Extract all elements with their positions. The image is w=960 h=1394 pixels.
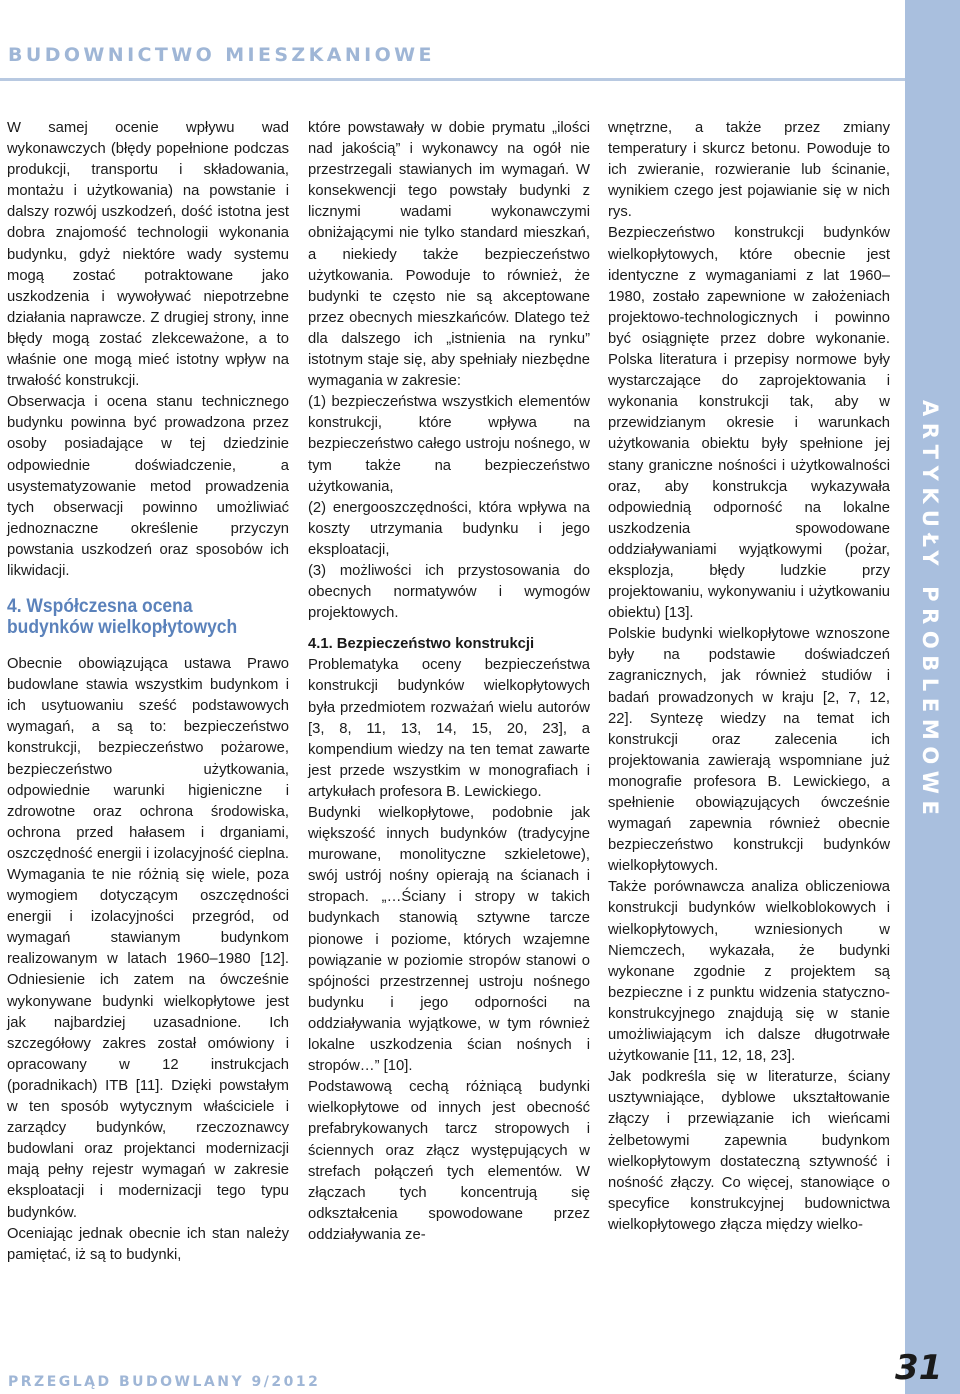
paragraph: W samej ocenie wpływu wad wykonawczych (błędy popełnione podczas produkcji, transportu i składowania, montażu i użytkowania) na powstanie i dalszy rozwój uszkodzeń, dość istotna jest dobra znajomość technologii wykonania budynku, gdyż niektóre wady systemu mogą zostać potraktowane jako uszkodzenia i wywoływać niepotrzebne działania naprawcze. Z drugiej strony, inne błędy mogą zostać zlekceważone, a to właśnie one mogą mieć istotny wpływ na trwałość konstrukcji. <box>7 120 289 390</box>
paragraph: Jak podkreśla się w literaturze, ściany usztywniające, dyblowe ukształtowanie złączy i przewiązanie ich wieńcami żelbetowymi zapewnia budynkom wielkopłytowym dostateczną sztywność i nośność złączy. Co więcej, stanowiące o specyfice konstrukcyjnej budownictwa wielkopłytowego złącza między wielko- <box>608 1069 890 1233</box>
paragraph: Polskie budynki wielkopłytowe wznoszone były na podstawie doświadczeń zagranicznych, jak również studiów i badań prowadzonych w kraju [2, 7, 12, 22]. Syntezę wiedzy na temat ich konstrukcji oraz zalecenia ich projektowania zawierają wspomniane już monografie profesora B. Lewickiego, a spełnienie obowiązujących ówcześnie wymagań zapewnia również obecnie bezpieczeństwo konstrukcji budynków wielkopłytowych. <box>608 626 890 875</box>
sidebar-label: ARTYKUŁY PROBLEMOWE <box>918 400 942 822</box>
paragraph: Obserwacja i ocena stanu technicznego budynku powinna być prowadzona przez osoby posiadające w tej dziedzinie odpowiednie doświadczenie, a usystematyzowanie metod prowadzenia tych obserwacji powinno umożliwiać jednoznaczne określenie przyczyn powstania uszkodzeń oraz sposobów ich likwidacji. <box>7 394 289 579</box>
paragraph: Problematyka oceny bezpieczeństwa konstrukcji budynków wielkopłytowych była przedmiotem rozważań wielu autorów [3, 8, 11, 13, 14, 15, 20, 23], a kompendium wiedzy na ten temat zawarte jest przede wszystkim w monografiach i artykułach profesora B. Lewickiego. <box>308 657 590 800</box>
text-column-3 <box>608 118 890 1236</box>
paragraph: wnętrzne, a także przez zmiany temperatury i skurcz betonu. Powoduje to ich zwieranie, rozwieranie lub ścinanie, wynikiem czego jest pojawianie się w nich rys. <box>608 120 890 221</box>
paragraph: Podstawową cechą różniącą budynki wielkopłytowe od innych jest obecność prefabrykowanych tarcz stropowych i ściennych oraz złącz występujących w strefach połączeń tych elementów. W złączach tych koncentrują się odkształcenia spowodowane przez oddziaływania ze- <box>308 1079 590 1243</box>
section-title: 4. Współczesna ocena budynków wielkopłytowych <box>7 596 238 639</box>
text-column-2 <box>308 118 590 1246</box>
paragraph: Bezpieczeństwo konstrukcji budynków wielkopłytowych, które obecnie jest identyczne z wymaganiami z lat 1960–1980, zostało zapewnione w założeniach projektowo-technologicznych i powinno być osiągnięte przez dobre wykonanie. Polska literatura i przepisy normowe były wystarczające do zaprojektowania i wykonania konstrukcji tak, aby w przewidzianym okresie i warunkach użytkowania obiektu były spełnione jej stany graniczne nośności i użytkowalności oraz, aby konstrukcja wykazywała odpowiednią odporność na lokalne uszkodzenia spowodowane oddziaływaniami wyjątkowymi (pożar, eksplozja, błędy ludzkie przy projektowaniu, wykonywaniu i użytkowaniu obiektu) [13]. <box>608 225 890 622</box>
list-item: (3) możliwości ich przystosowania do obecnych normatywów i wymogów projektowych. <box>308 562 590 622</box>
section-header: BUDOWNICTWO MIESZKANIOWE <box>8 44 435 66</box>
header-rule <box>0 78 905 81</box>
page-number: 31 <box>895 1348 943 1388</box>
paragraph: Obecnie obowiązująca ustawa Prawo budowlane stawia wszystkim budynkom i ich usytuowaniu sześć podstawowych wymagań, a są to: bezpieczeństwo konstrukcji, bezpieczeństwo pożarowe, bezpieczeństwo użytkowania, odpowiednie warunki higieniczne i zdrowotne oraz ochrona środowiska, ochrona przed hałasem i drganiami, oszczędność energii i izolacyjność cieplna. Wymagania te nie różnią się wiele, poza wymogiem dotyczącym oszczędności energii i izolacyjności przegród, od wymagań stawianym budynkom realizowanym w latach 1960–1980 [12]. Odniesienie ich zatem na ówcześnie wykonywane budynki wielkopłytowe jest jak najbardziej uzasadnione. Ich szczegółowy zakres został omówiony i opracowany w 12 instrukcjach (poradnikach) ITB [11]. Dzięki powstałym w ten sposób wytycznym właściciele i zarządcy budynków, rzeczoznawcy budowlani oraz projektanci modernizacji mają pełny rejestr wymagań w zakresie eksploatacji i modernizacji tego typu budynków. <box>7 656 289 1221</box>
paragraph: które powstawały w dobie prymatu „ilości nad jakością” i wykonawcy na ogół nie przestrzegali stawianych im wymagań. W konsekwencji tego powstały budynki z licznymi wadami wykonawczymi obniżającymi nie tylko standard mieszkań, a niekiedy także bezpieczeństwo użytkowania. Powoduje to również, że budynki te często nie są akceptowane przez obecnych mieszkańców. Dlatego też dla dalszego ich „istnienia na rynku” istotnym staje się, aby spełniały niezbędne wymagania w zakresie: <box>308 120 590 390</box>
journal-footer: PRZEGLĄD BUDOWLANY 9/2012 <box>8 1374 321 1390</box>
list-item: (1) bezpieczeństwa wszystkich elementów konstrukcji, które wpływa na bezpieczeństwo całego ustroju nośnego, w tym także na bezpieczeństwo użytkowania, <box>308 394 590 495</box>
list-item: (2) energooszczędności, która wpływa na koszty utrzymania budynku i jego eksploatacji, <box>308 499 590 558</box>
paragraph: Budynki wielkopłytowe, podobnie jak większość innych budynków (tradycyjne murowane, monolityczne szkieletowe), swój ustrój nośny opierają na ścianach i stropach. „…Ściany i stropy w takich budynkach stanowią sztywne tarcze pionowe i poziome, których wzajemne powiązanie w poziomie stropów stanowi o spójności przestrzennej ustroju nośnego budynku i jego odporności na oddziaływania wyjątkowe, w tym również lokalne uszkodzenia ścian nośnych i stropów…” [10]. <box>308 805 590 1075</box>
paragraph: Oceniając jednak obecnie ich stan należy pamiętać, iż są to budynki, <box>7 1225 289 1263</box>
text-column-1 <box>7 118 289 1266</box>
subsection-title: 4.1. Bezpieczeństwo konstrukcji <box>308 636 535 653</box>
paragraph: Także porównawcza analiza obliczeniowa konstrukcji budynków wielkoblokowych i wielkopłytowych, wzniesionych w Niemczech, wykazała, że budynki wykonane zgodnie z projektem są bezpieczne i z punktu widzenia statyczno-konstrukcyjnego znajdują się w stanie umożliwiającym ich dalsze długotrwałe użytkowanie [11, 12, 18, 23]. <box>608 879 890 1065</box>
